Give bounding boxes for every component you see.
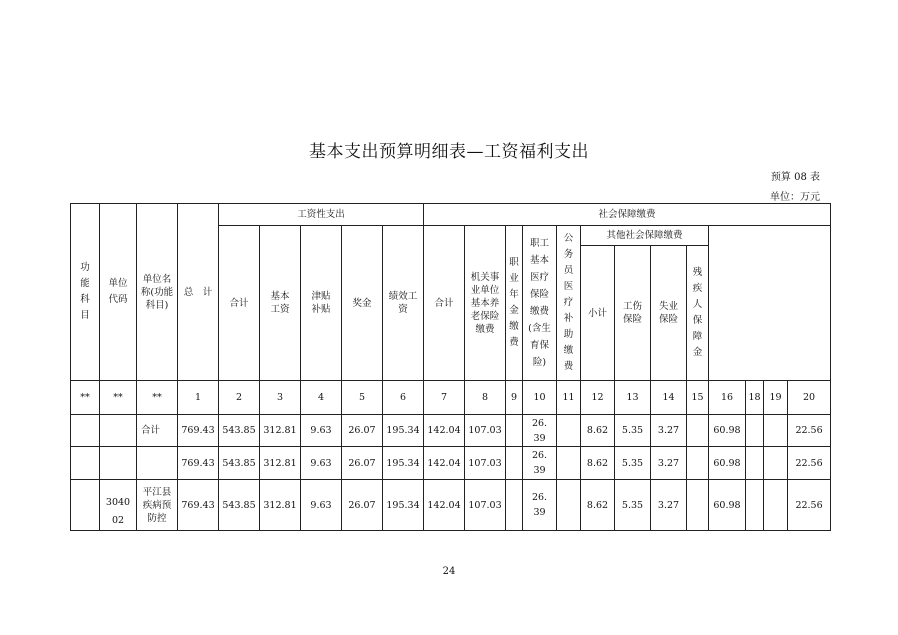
cell-code bbox=[100, 415, 137, 447]
header-wage-group: 工资性支出 bbox=[219, 204, 424, 226]
cell-civil-med bbox=[557, 415, 581, 447]
cell-name: 合计 bbox=[137, 415, 178, 447]
table-row bbox=[71, 447, 831, 480]
index-cell: 12 bbox=[581, 381, 615, 415]
cell-func bbox=[71, 480, 100, 531]
header-basic-wage: 基本工资 bbox=[260, 226, 301, 381]
cell-pension: 107.03 bbox=[465, 415, 506, 447]
header-pension: 机关事业单位基本养老保险缴费 bbox=[465, 226, 506, 381]
cell-merit: 195.34 bbox=[383, 415, 424, 447]
cell-func bbox=[71, 415, 100, 447]
cell-name bbox=[137, 447, 178, 480]
page-number: 24 bbox=[442, 566, 456, 577]
cell-medfee bbox=[764, 447, 788, 480]
header-merit-pay: 绩效工资 bbox=[383, 226, 424, 381]
cell-wage-total: 543.85 bbox=[219, 480, 260, 531]
cell-annuity bbox=[506, 480, 523, 531]
cell-housing: 60.98 bbox=[709, 480, 746, 531]
header-social-total: 合计 bbox=[424, 226, 465, 381]
index-cell: 14 bbox=[651, 381, 687, 415]
header-wage-total: 合计 bbox=[219, 226, 260, 381]
cell-code: 304002 bbox=[100, 480, 137, 531]
table-row bbox=[71, 415, 831, 447]
cell-total: 769.43 bbox=[178, 415, 219, 447]
index-cell: 6 bbox=[383, 381, 424, 415]
index-cell: 1 bbox=[178, 381, 219, 415]
budget-table bbox=[70, 203, 831, 531]
cell-medfee bbox=[764, 415, 788, 447]
header-total: 总 计 bbox=[178, 204, 219, 381]
cell-disab bbox=[687, 415, 709, 447]
cell-medfee bbox=[764, 480, 788, 531]
cell-basic: 312.81 bbox=[260, 447, 301, 480]
cell-medical: 26.39 bbox=[523, 415, 557, 447]
index-cell: 10 bbox=[523, 381, 557, 415]
cell-annuity bbox=[506, 447, 523, 480]
cell-code bbox=[100, 447, 137, 480]
cell-annuity bbox=[506, 415, 523, 447]
index-cell: ** bbox=[137, 381, 178, 415]
index-cell: 5 bbox=[342, 381, 383, 415]
header-unit-name: 单位名称(功能科目) bbox=[137, 204, 178, 381]
cell-basic: 312.81 bbox=[260, 415, 301, 447]
header-disability: 残疾人保障金 bbox=[687, 246, 709, 381]
cell-medical: 26.39 bbox=[523, 480, 557, 531]
index-cell: 9 bbox=[506, 381, 523, 415]
index-cell: ** bbox=[71, 381, 100, 415]
header-injury: 工伤保险 bbox=[615, 246, 651, 381]
index-cell: 15 bbox=[687, 381, 709, 415]
cell-medical: 26.39 bbox=[523, 447, 557, 480]
table-title: 基本支出预算明细表—工资福利支出 bbox=[309, 142, 589, 162]
cell-unemp: 3.27 bbox=[651, 447, 687, 480]
cell-allowance: 9.63 bbox=[301, 447, 342, 480]
cell-bonus: 26.07 bbox=[342, 480, 383, 531]
header-annuity: 职业年金缴费 bbox=[506, 226, 523, 381]
cell-injury: 5.35 bbox=[615, 480, 651, 531]
cell-other-sub: 8.62 bbox=[581, 447, 615, 480]
cell-wage-total: 543.85 bbox=[219, 415, 260, 447]
index-cell: 18 bbox=[746, 381, 764, 415]
cell-merit: 195.34 bbox=[383, 447, 424, 480]
header-unit-code: 单位代码 bbox=[100, 204, 137, 381]
index-cell: 13 bbox=[615, 381, 651, 415]
cell-other: 22.56 bbox=[788, 447, 831, 480]
index-cell: 16 bbox=[709, 381, 746, 415]
cell-func bbox=[71, 447, 100, 480]
index-cell: 7 bbox=[424, 381, 465, 415]
cell-meal bbox=[746, 447, 764, 480]
cell-allowance: 9.63 bbox=[301, 415, 342, 447]
cell-social-total: 142.04 bbox=[424, 415, 465, 447]
cell-bonus: 26.07 bbox=[342, 415, 383, 447]
header-unemployment: 失业保险 bbox=[651, 246, 687, 381]
cell-injury: 5.35 bbox=[615, 415, 651, 447]
cell-disab bbox=[687, 447, 709, 480]
cell-wage-total: 543.85 bbox=[219, 447, 260, 480]
cell-pension: 107.03 bbox=[465, 447, 506, 480]
cell-total: 769.43 bbox=[178, 480, 219, 531]
cell-unemp: 3.27 bbox=[651, 415, 687, 447]
cell-allowance: 9.63 bbox=[301, 480, 342, 531]
cell-meal bbox=[746, 480, 764, 531]
cell-merit: 195.34 bbox=[383, 480, 424, 531]
cell-bonus: 26.07 bbox=[342, 447, 383, 480]
form-number: 预算 08 表 bbox=[770, 172, 820, 183]
header-func-subject: 功能科目 bbox=[71, 204, 100, 381]
index-cell: 19 bbox=[764, 381, 788, 415]
header-social-group: 社会保障缴费 bbox=[424, 204, 831, 226]
cell-civil-med bbox=[557, 480, 581, 531]
header-other-subtotal: 小计 bbox=[581, 246, 615, 381]
cell-other: 22.56 bbox=[788, 415, 831, 447]
table-row bbox=[71, 480, 831, 531]
cell-civil-med bbox=[557, 447, 581, 480]
header-medical: 职工基本医疗保险缴费(含生育保险) bbox=[523, 226, 557, 381]
unit-label: 单位：万元 bbox=[770, 192, 820, 203]
cell-other-sub: 8.62 bbox=[581, 480, 615, 531]
header-civil-medical: 公务员医疗补助缴费 bbox=[557, 226, 581, 381]
cell-total: 769.43 bbox=[178, 447, 219, 480]
index-cell: 2 bbox=[219, 381, 260, 415]
cell-other-sub: 8.62 bbox=[581, 415, 615, 447]
index-cell: ** bbox=[100, 381, 137, 415]
cell-social-total: 142.04 bbox=[424, 447, 465, 480]
index-cell: 8 bbox=[465, 381, 506, 415]
index-cell: 4 bbox=[301, 381, 342, 415]
cell-name: 平江县疾病预防控 bbox=[137, 480, 178, 531]
header-other-social-group: 其他社会保障缴费 bbox=[581, 226, 709, 246]
cell-housing: 60.98 bbox=[709, 447, 746, 480]
header-allowance: 津贴补贴 bbox=[301, 226, 342, 381]
cell-other: 22.56 bbox=[788, 480, 831, 531]
cell-social-total: 142.04 bbox=[424, 480, 465, 531]
index-cell: 20 bbox=[788, 381, 831, 415]
index-cell: 11 bbox=[557, 381, 581, 415]
cell-injury: 5.35 bbox=[615, 447, 651, 480]
header-bonus: 奖金 bbox=[342, 226, 383, 381]
index-cell: 3 bbox=[260, 381, 301, 415]
cell-meal bbox=[746, 415, 764, 447]
cell-housing: 60.98 bbox=[709, 415, 746, 447]
cell-disab bbox=[687, 480, 709, 531]
cell-basic: 312.81 bbox=[260, 480, 301, 531]
index-row bbox=[71, 381, 831, 415]
cell-pension: 107.03 bbox=[465, 480, 506, 531]
cell-unemp: 3.27 bbox=[651, 480, 687, 531]
